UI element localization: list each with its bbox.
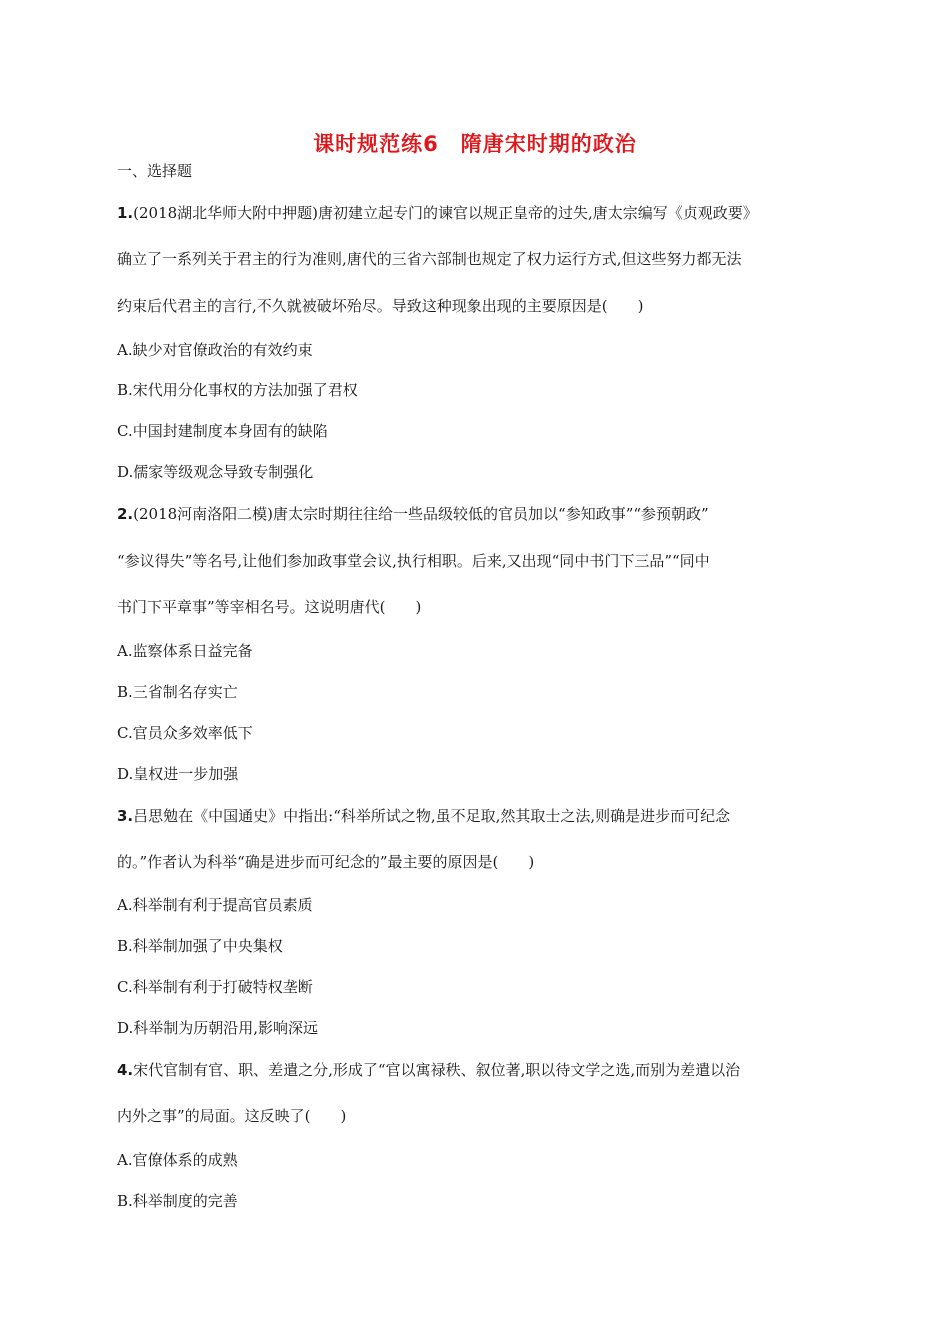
- question-2-line-3: 书门下平章事”等宰相名号。这说明唐代( ): [117, 598, 422, 616]
- question-4-option-b: B.科举制度的完善: [117, 1192, 238, 1210]
- question-3-option-d: D.科举制为历朝沿用,影响深远: [117, 1019, 319, 1037]
- question-2-line-2: “参议得失”等名号,让他们参加政事堂会议,执行相职。后来,又出现“同中书门下三品”“同中: [117, 552, 710, 570]
- question-4-option-a: A.官僚体系的成熟: [117, 1151, 238, 1169]
- question-number: 4.: [117, 1061, 134, 1079]
- question-2-option-c: C.官员众多效率低下: [117, 724, 253, 742]
- question-1-option-c: C.中国封建制度本身固有的缺陷: [117, 422, 328, 440]
- page-title: 课时规范练6 隋唐宋时期的政治: [313, 132, 637, 156]
- question-number: 2.: [117, 505, 134, 523]
- question-3-option-b: B.科举制加强了中央集权: [117, 937, 283, 955]
- question-1-line-1: 1.(2018湖北华师大附中押题)唐初建立起专门的谏官以规正皇帝的过失,唐太宗编写《贞观政要》: [117, 204, 758, 222]
- question-1-option-d: D.儒家等级观念导致专制强化: [117, 463, 314, 481]
- question-3-line-2: 的。”作者认为科举“确是进步而可纪念的”最主要的原因是( ): [117, 853, 535, 871]
- section-heading: 一、选择题: [117, 162, 193, 180]
- question-3-option-c: C.科举制有利于打破特权垄断: [117, 978, 313, 996]
- question-2-option-a: A.监察体系日益完备: [117, 642, 253, 660]
- question-2-line-1: 2.(2018河南洛阳二模)唐太宗时期往往给一些品级较低的官员加以“参知政事”“参预朝政”: [117, 505, 709, 523]
- question-3-line-1: 3.吕思勉在《中国通史》中指出:“科举所试之物,虽不足取,然其取士之法,则确是进步而可纪念: [117, 807, 731, 825]
- question-2-option-b: B.三省制名存实亡: [117, 683, 238, 701]
- question-3-option-a: A.科举制有利于提高官员素质: [117, 896, 313, 914]
- question-2-option-d: D.皇权进一步加强: [117, 765, 239, 783]
- question-1-line-2: 确立了一系列关于君主的行为准则,唐代的三省六部制也规定了权力运行方式,但这些努力都无法: [117, 250, 742, 268]
- question-1-option-b: B.宋代用分化事权的方法加强了君权: [117, 381, 358, 399]
- question-1-option-a: A.缺少对官僚政治的有效约束: [117, 341, 313, 359]
- question-4-line-1: 4.宋代官制有官、职、差遣之分,形成了“官以寓禄秩、叙位著,职以待文学之选,而别为差遣以治: [117, 1061, 741, 1079]
- question-4-line-2: 内外之事”的局面。这反映了( ): [117, 1107, 347, 1125]
- question-number: 3.: [117, 807, 134, 825]
- question-number: 1.: [117, 204, 134, 222]
- question-1-line-3: 约束后代君主的言行,不久就被破坏殆尽。导致这种现象出现的主要原因是( ): [117, 297, 644, 315]
